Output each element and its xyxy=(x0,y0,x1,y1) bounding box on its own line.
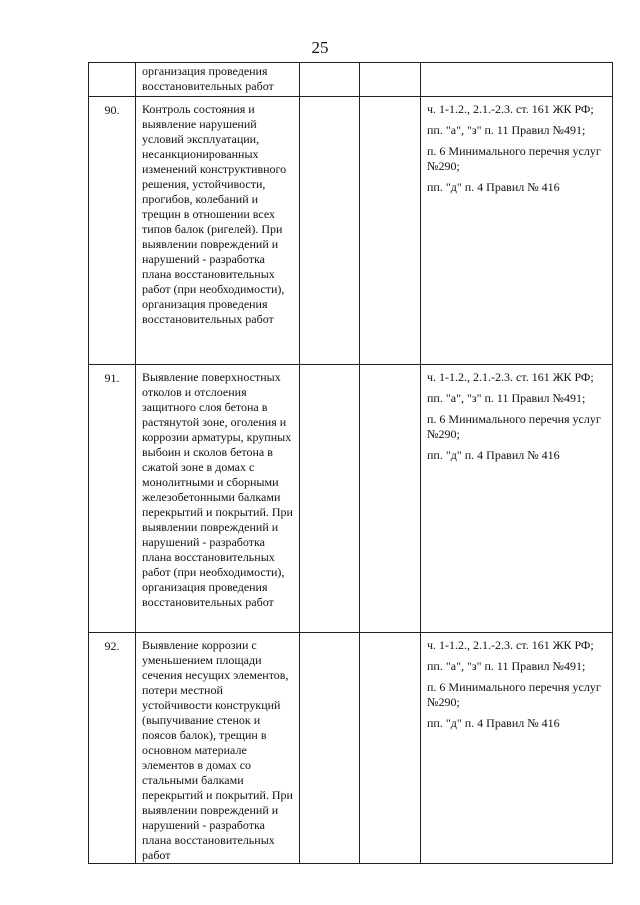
table-row xyxy=(89,633,613,864)
reference-item: пп. "а", "з" п. 11 Правил №491; xyxy=(427,123,586,137)
empty-cell xyxy=(360,633,421,864)
row-description: Выявление коррозии с уменьшением площади сечения несущих элементов, потери местной устойчивости конструкций (выпучивание стенок и поясов балок), трещин в основном материале элементов в домах со стальными балками перекрытий и покрытий. При выявлении повреждений и нарушений - разработка плана восстановительных работ xyxy=(136,633,300,864)
row-number-cell xyxy=(89,63,136,97)
table-row xyxy=(89,97,613,365)
reference-item: пп. "д" п. 4 Правил № 416 xyxy=(427,448,560,462)
row-number: 91. xyxy=(104,371,120,385)
row-description: Выявление поверхностных отколов и отслоения защитного слоя бетона в растянутой зоне, оголения и коррозии арматуры, крупных выбоин и сколов бетона в сжатой зоне в домах с монолитными и сборными железобетонными балками перекрытий и покрытий. При выявлении повреждений и нарушений - разработка плана восстановительных работ (при необходимости), организация проведения восстановительных работ xyxy=(136,365,300,633)
requirements-table xyxy=(88,62,613,864)
reference-item: ч. 1-1.2., 2.1.-2.3. ст. 161 ЖК РФ; xyxy=(427,638,594,652)
empty-cell xyxy=(360,63,421,97)
reference-item: пп. "а", "з" п. 11 Правил №491; xyxy=(427,391,586,405)
empty-cell xyxy=(300,633,360,864)
reference-item: ч. 1-1.2., 2.1.-2.3. ст. 161 ЖК РФ; xyxy=(427,102,594,116)
row-description: организация проведения восстановительных работ xyxy=(136,63,300,97)
row-number: 90. xyxy=(104,103,120,117)
row-references xyxy=(421,365,613,633)
empty-cell xyxy=(300,365,360,633)
row-references xyxy=(421,633,613,864)
empty-cell xyxy=(300,97,360,365)
table-row xyxy=(89,365,613,633)
row-description: Контроль состояния и выявление нарушений условий эксплуатации, несанкционированных изменений конструктивного решения, устойчивости, прогибов, колебаний и трещин в отношении всех типов балок (ригелей). При выявлении повреждений и нарушений - разработка плана восстановительных работ (при необходимости), организация проведения восстановительных работ xyxy=(136,97,300,365)
reference-item: п. 6 Минимального перечня услуг №290; xyxy=(427,144,601,173)
row-references xyxy=(421,97,613,365)
reference-item: п. 6 Минимального перечня услуг №290; xyxy=(427,680,601,709)
table-row-continuation xyxy=(89,63,613,97)
page-number: 25 xyxy=(311,38,329,57)
reference-item: пп. "д" п. 4 Правил № 416 xyxy=(427,716,560,730)
empty-cell xyxy=(360,97,421,365)
row-number-cell xyxy=(89,365,136,633)
reference-item: п. 6 Минимального перечня услуг №290; xyxy=(427,412,601,441)
row-references xyxy=(421,63,613,97)
reference-item: ч. 1-1.2., 2.1.-2.3. ст. 161 ЖК РФ; xyxy=(427,370,594,384)
row-number-cell xyxy=(89,633,136,864)
empty-cell xyxy=(360,365,421,633)
row-number-cell xyxy=(89,97,136,365)
reference-item: пп. "а", "з" п. 11 Правил №491; xyxy=(427,659,586,673)
reference-item: пп. "д" п. 4 Правил № 416 xyxy=(427,180,560,194)
row-number: 92. xyxy=(104,639,120,653)
empty-cell xyxy=(300,63,360,97)
